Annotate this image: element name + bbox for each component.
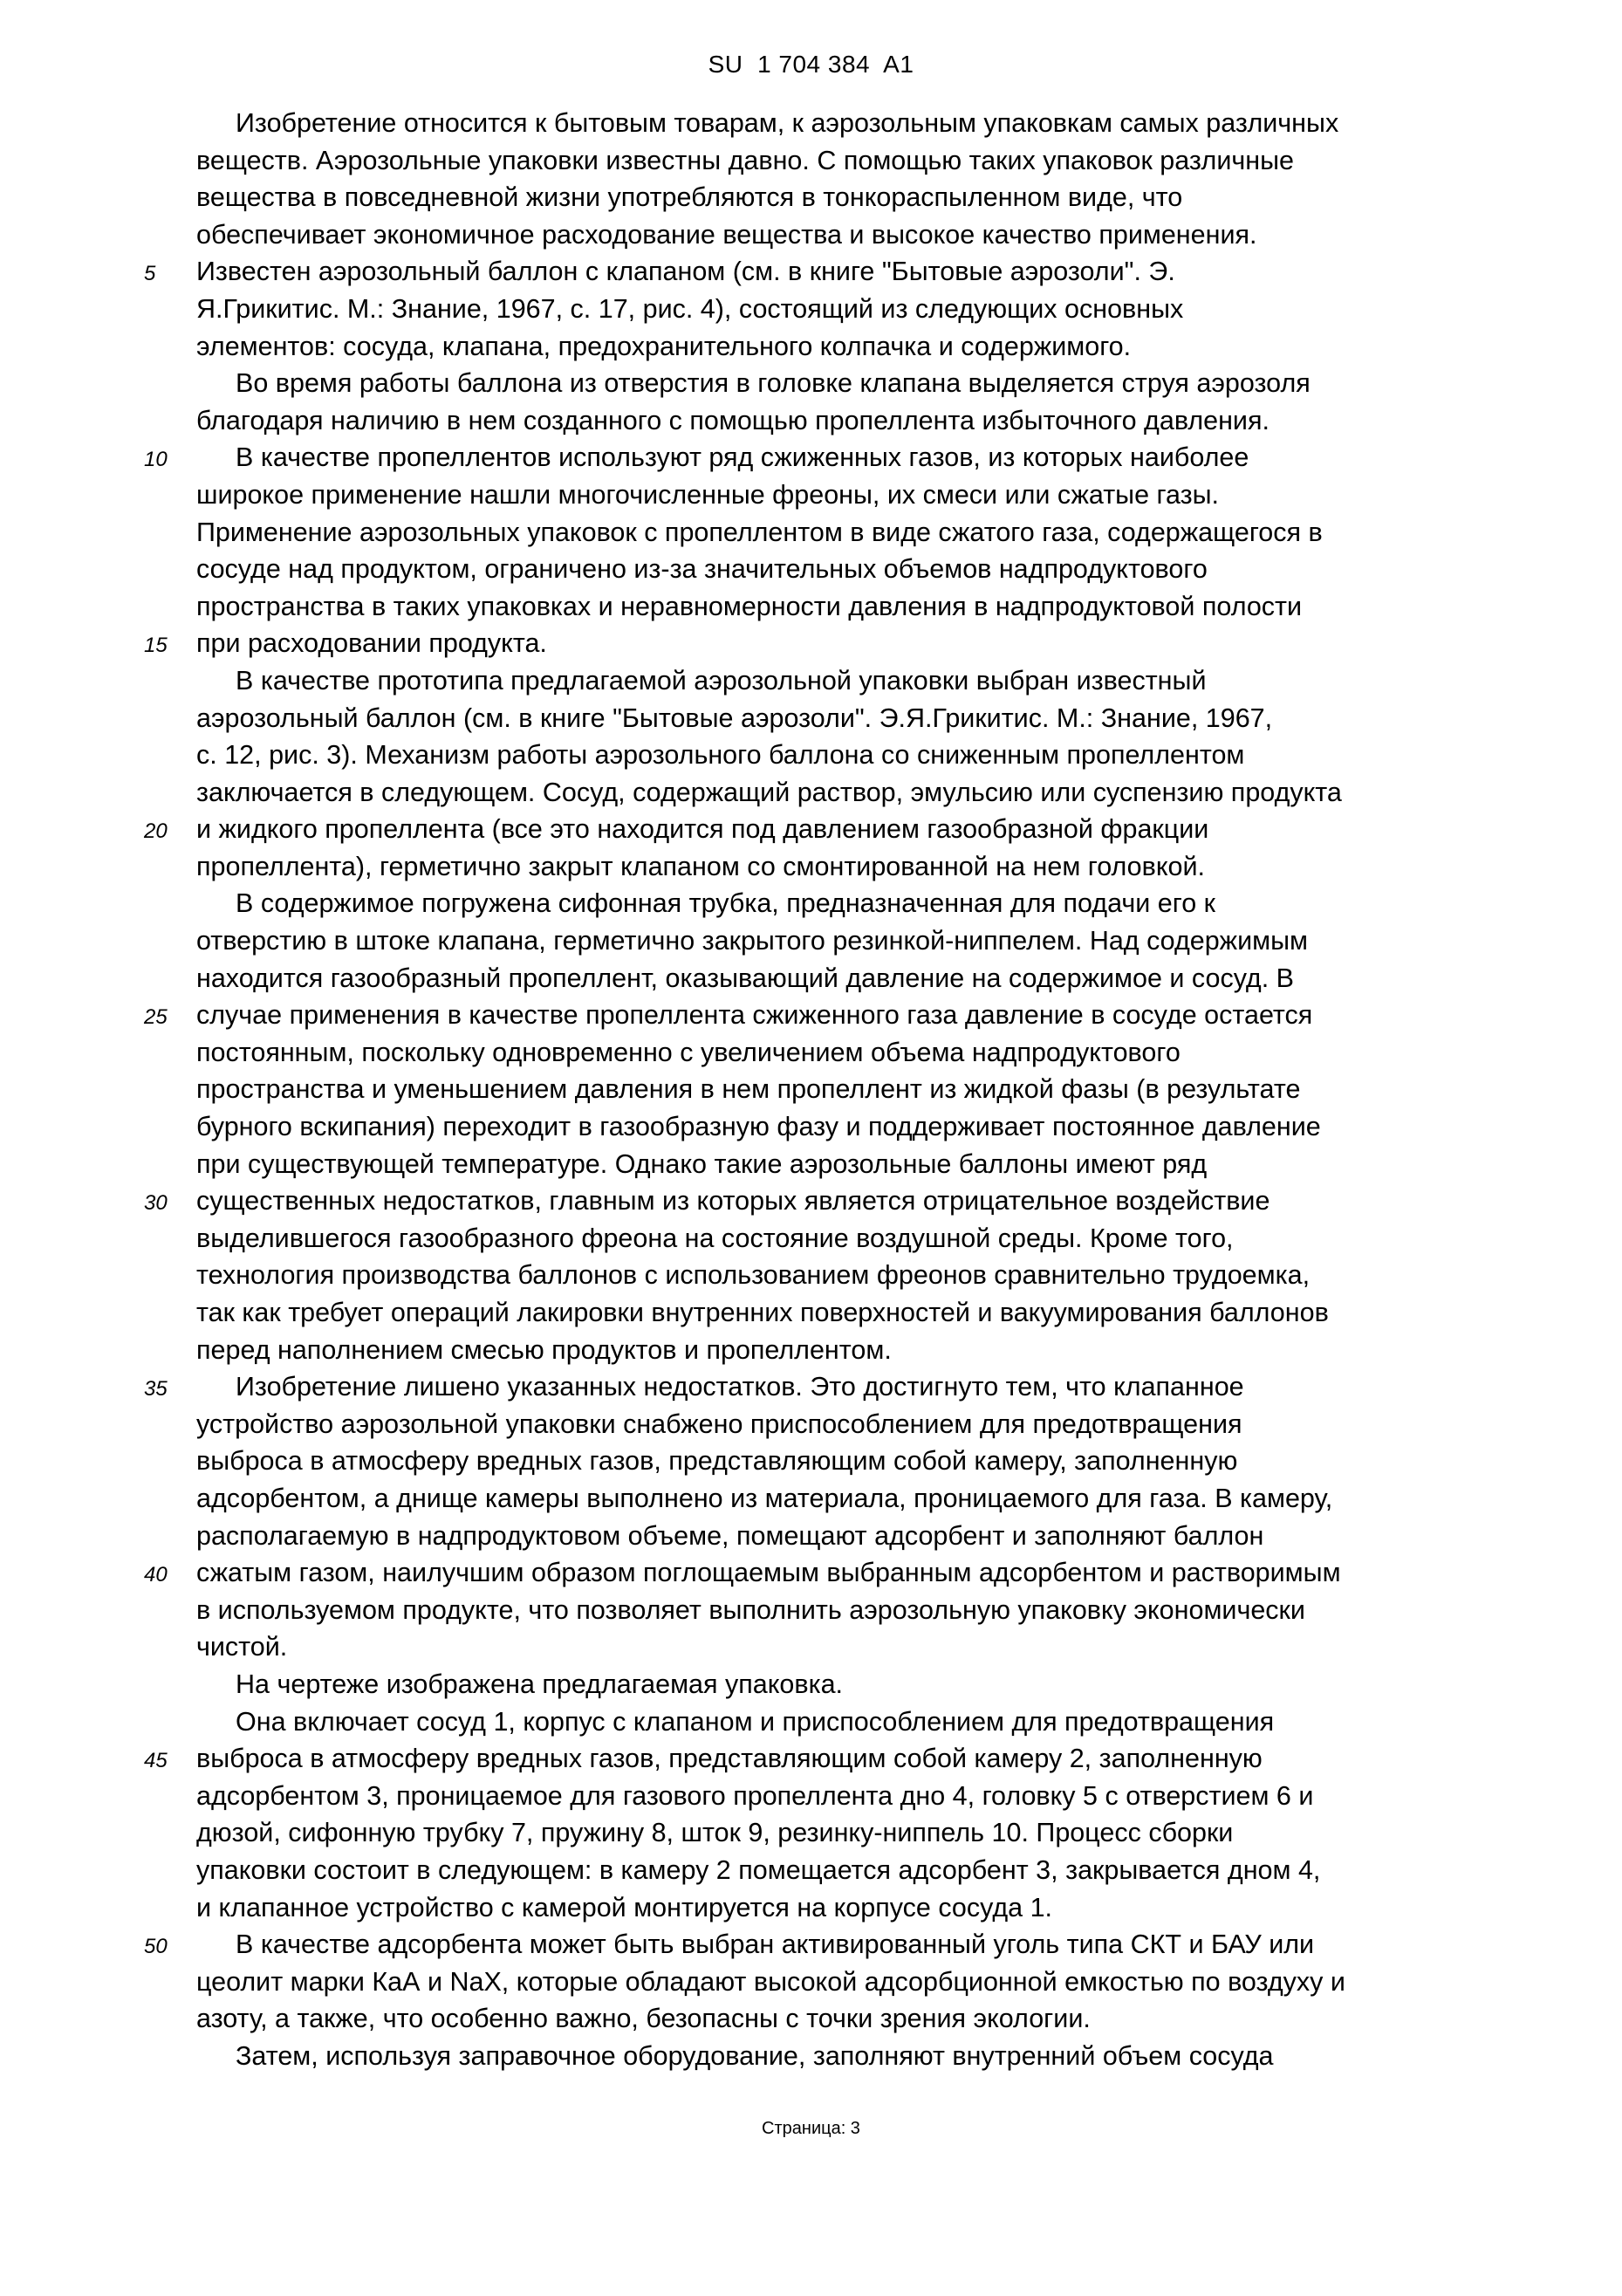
line-text: В качестве прототипа предлагаемой аэрозольной упаковки выбран известный [236, 665, 1207, 696]
text-line [144, 997, 1505, 1034]
text-line [196, 848, 1505, 886]
text-line [144, 1926, 1505, 1964]
text-line [196, 662, 1505, 700]
line-number: 35 [144, 1377, 168, 1402]
text-line [196, 105, 1505, 142]
text-line [196, 551, 1505, 588]
text-line [144, 439, 1505, 476]
text-line [144, 253, 1505, 291]
line-text: Во время работы баллона из отверстия в головке клапана выделяется струя аэрозоля [236, 368, 1311, 399]
text-line [196, 365, 1505, 402]
line-text: пространства в таких упаковках и неравномерности давления в надпродуктовой полости [196, 591, 1303, 621]
text-line [196, 1964, 1505, 2001]
text-line [144, 625, 1505, 662]
line-text: при расходовании продукта. [196, 628, 547, 659]
patent-header [0, 51, 1622, 79]
line-text: пропеллента), герметично закрыт клапаном со смонтированной на нем головкой. [196, 851, 1205, 881]
page-number: Страница: 3 [762, 2119, 860, 2138]
text-line [196, 2000, 1505, 2038]
text-line [196, 774, 1505, 812]
line-text: обеспечивает экономичное расходование вещества и высокое качество применения. [196, 219, 1257, 250]
line-text: пространства и уменьшением давления в нем пропеллент из жидкой фазы (в результате [196, 1074, 1301, 1105]
line-text: Затем, используя заправочное оборудование, заполняют внутренний объем сосуда [236, 2040, 1274, 2071]
line-text: существенных недостатков, главным из которых является отрицательное воздействие [196, 1186, 1270, 1217]
line-number: 30 [144, 1191, 168, 1216]
line-text: заключается в следующем. Сосуд, содержащий раствор, эмульсию или суспензию продукта [196, 777, 1342, 807]
text-line [196, 1294, 1505, 1332]
line-text: находится газообразный пропеллент, оказывающий давление на содержимое и сосуд. В [196, 963, 1295, 993]
text-line [144, 811, 1505, 848]
line-text: Применение аэрозольных упаковок с пропеллентом в виде сжатого газа, содержащегося в [196, 517, 1323, 547]
text-line [196, 1814, 1505, 1852]
line-text: В качестве адсорбента может быть выбран активированный уголь типа СКТ и БАУ или [236, 1929, 1315, 1960]
text-line [196, 1889, 1505, 1927]
text-line [196, 588, 1505, 626]
line-text: сжатым газом, наилучшим образом поглощаемым выбранным адсорбентом и растворимым [196, 1558, 1341, 1588]
text-line [196, 328, 1505, 366]
line-text: перед наполнением смесью продуктов и пропеллентом. [196, 1334, 892, 1365]
line-text: чистой. [196, 1632, 288, 1662]
text-line [196, 1257, 1505, 1294]
line-text: Изобретение лишено указанных недостатков. Это достигнуто тем, что клапанное [236, 1372, 1244, 1402]
line-text: широкое применение нашли многочисленные фреоны, их смеси или сжатые газы. [196, 479, 1219, 510]
line-text: элементов: сосуда, клапана, предохранительного колпачка и содержимого. [196, 331, 1132, 361]
line-text: В содержимое погружена сифонная трубка, предназначенная для подачи его к [236, 888, 1215, 919]
line-text: адсорбентом 3, проницаемое для газового пропеллента дно 4, головку 5 с отверстием 6 и [196, 1780, 1314, 1811]
line-text: бурного вскипания) переходит в газообразную фазу и поддерживает постоянное давление [196, 1112, 1321, 1142]
text-line [196, 1852, 1505, 1889]
text-line [144, 1368, 1505, 1406]
line-text: и жидкого пропеллента (все это находится под давлением газообразной фракции [196, 814, 1209, 845]
line-number: 20 [144, 819, 168, 844]
text-line [196, 1071, 1505, 1108]
patent-country: SU [708, 51, 743, 78]
text-line [196, 1108, 1505, 1146]
text-line [196, 179, 1505, 216]
line-text: постоянным, поскольку одновременно с увеличением объема надпродуктового [196, 1037, 1181, 1067]
line-text: располагаемую в надпродуктовом объеме, помещают адсорбент и заполняют баллон [196, 1520, 1264, 1551]
line-number: 10 [144, 448, 168, 472]
text-line [196, 1592, 1505, 1629]
text-line [144, 1740, 1505, 1778]
line-text: отверстию в штоке клапана, герметично закрытого резинкой-ниппелем. Над содержимым [196, 926, 1308, 956]
text-line [196, 1778, 1505, 1815]
text-line [196, 1034, 1505, 1072]
text-line [196, 922, 1505, 960]
text-line [196, 514, 1505, 552]
line-text: с. 12, рис. 3). Механизм работы аэрозольного баллона со сниженным пропеллентом [196, 740, 1245, 771]
line-text: так как требует операций лакировки внутренних поверхностей и вакуумирования баллонов [196, 1298, 1329, 1327]
line-text: Она включает сосуд 1, корпус с клапаном и приспособлением для предотвращения [236, 1706, 1275, 1737]
text-line [196, 1406, 1505, 1443]
line-text: выделившегося газообразного фреона на состояние воздушной среды. Кроме того, [196, 1223, 1234, 1253]
text-line [196, 700, 1505, 737]
text-line [196, 402, 1505, 440]
text-line [196, 1220, 1505, 1258]
text-line [196, 737, 1505, 774]
line-text: В качестве пропеллентов используют ряд сжиженных газов, из которых наиболее [236, 442, 1249, 473]
line-text: и клапанное устройство с камерой монтируется на корпусе сосуда 1. [196, 1892, 1053, 1922]
line-number: 50 [144, 1935, 168, 1959]
text-line [196, 960, 1505, 997]
line-text: выброса в атмосферу вредных газов, представляющим собой камеру, заполненную [196, 1446, 1238, 1477]
line-text: вещества в повседневной жизни употребляются в тонкораспыленном виде, что [196, 182, 1183, 213]
line-text: азоту, а также, что особенно важно, безопасны с точки зрения экологии. [196, 2004, 1091, 2034]
text-line [196, 1518, 1505, 1555]
line-text: Я.Грикитис. М.: Знание, 1967, с. 17, рис. 4), состоящий из следующих основных [196, 293, 1184, 324]
line-text: веществ. Аэрозольные упаковки известны давно. С помощью таких упаковок различные [196, 145, 1294, 175]
line-text: в используемом продукте, что позволяет выполнить аэрозольную упаковку экономически [196, 1594, 1305, 1625]
line-number: 5 [144, 262, 156, 286]
text-line [196, 1703, 1505, 1741]
line-text: сосуде над продуктом, ограничено из-за значительных объемов надпродуктового [196, 554, 1208, 585]
line-text: Изобретение относится к бытовым товарам, к аэрозольным упаковкам самых различных [236, 108, 1339, 138]
text-line [196, 1443, 1505, 1480]
patent-number: 1 704 384 [757, 51, 871, 78]
page-footer [0, 2119, 1622, 2139]
line-text: при существующей температуре. Однако такие аэрозольные баллоны имеют ряд [196, 1148, 1208, 1179]
text-line [196, 1480, 1505, 1518]
line-text: технология производства баллонов с использованием фреонов сравнительно трудоемка, [196, 1260, 1311, 1291]
text-line [196, 476, 1505, 514]
line-text: случае применения в качестве пропеллента сжиженного газа давление в сосуде остается [196, 1000, 1313, 1031]
text-line [196, 1628, 1505, 1666]
line-text: На чертеже изображена предлагаемая упаковка. [236, 1669, 844, 1699]
patent-kind: A1 [883, 51, 914, 78]
line-text: цеолит марки КаА и NaX, которые обладают высокой адсорбционной емкостью по воздуху и [196, 1966, 1345, 1997]
line-text: аэрозольный баллон (см. в книге "Бытовые аэрозоли". Э.Я.Грикитис. М.: Знание, 1967, [196, 703, 1273, 733]
text-line [196, 885, 1505, 922]
line-text: устройство аэрозольной упаковки снабжено приспособлением для предотвращения [196, 1408, 1242, 1439]
text-line [196, 1332, 1505, 1369]
line-text: дюзой, сифонную трубку 7, пружину 8, шток 9, резинку-ниппель 10. Процесс сборки [196, 1818, 1234, 1848]
line-text: адсорбентом, а днище камеры выполнено из материала, проницаемого для газа. В камеру, [196, 1483, 1333, 1513]
text-line [196, 291, 1505, 328]
line-number: 25 [144, 1005, 168, 1030]
text-line [196, 1666, 1505, 1703]
text-line [196, 216, 1505, 254]
line-number: 40 [144, 1563, 168, 1587]
line-text: благодаря наличию в нем созданного с помощью пропеллента избыточного давления. [196, 405, 1270, 435]
line-text: Известен аэрозольный баллон с клапаном (см. в книге "Бытовые аэрозоли". Э. [196, 257, 1175, 287]
text-line [144, 1182, 1505, 1220]
text-line [196, 1146, 1505, 1183]
line-text: выброса в атмосферу вредных газов, представляющим собой камеру 2, заполненную [196, 1744, 1263, 1774]
text-line [196, 2038, 1505, 2075]
document-body [144, 105, 1505, 2074]
line-number: 15 [144, 634, 168, 658]
line-text: упаковки состоит в следующем: в камеру 2 помещается адсорбент 3, закрывается дном 4, [196, 1854, 1321, 1885]
text-line [144, 1554, 1505, 1592]
line-number: 45 [144, 1749, 168, 1773]
text-line [196, 142, 1505, 180]
